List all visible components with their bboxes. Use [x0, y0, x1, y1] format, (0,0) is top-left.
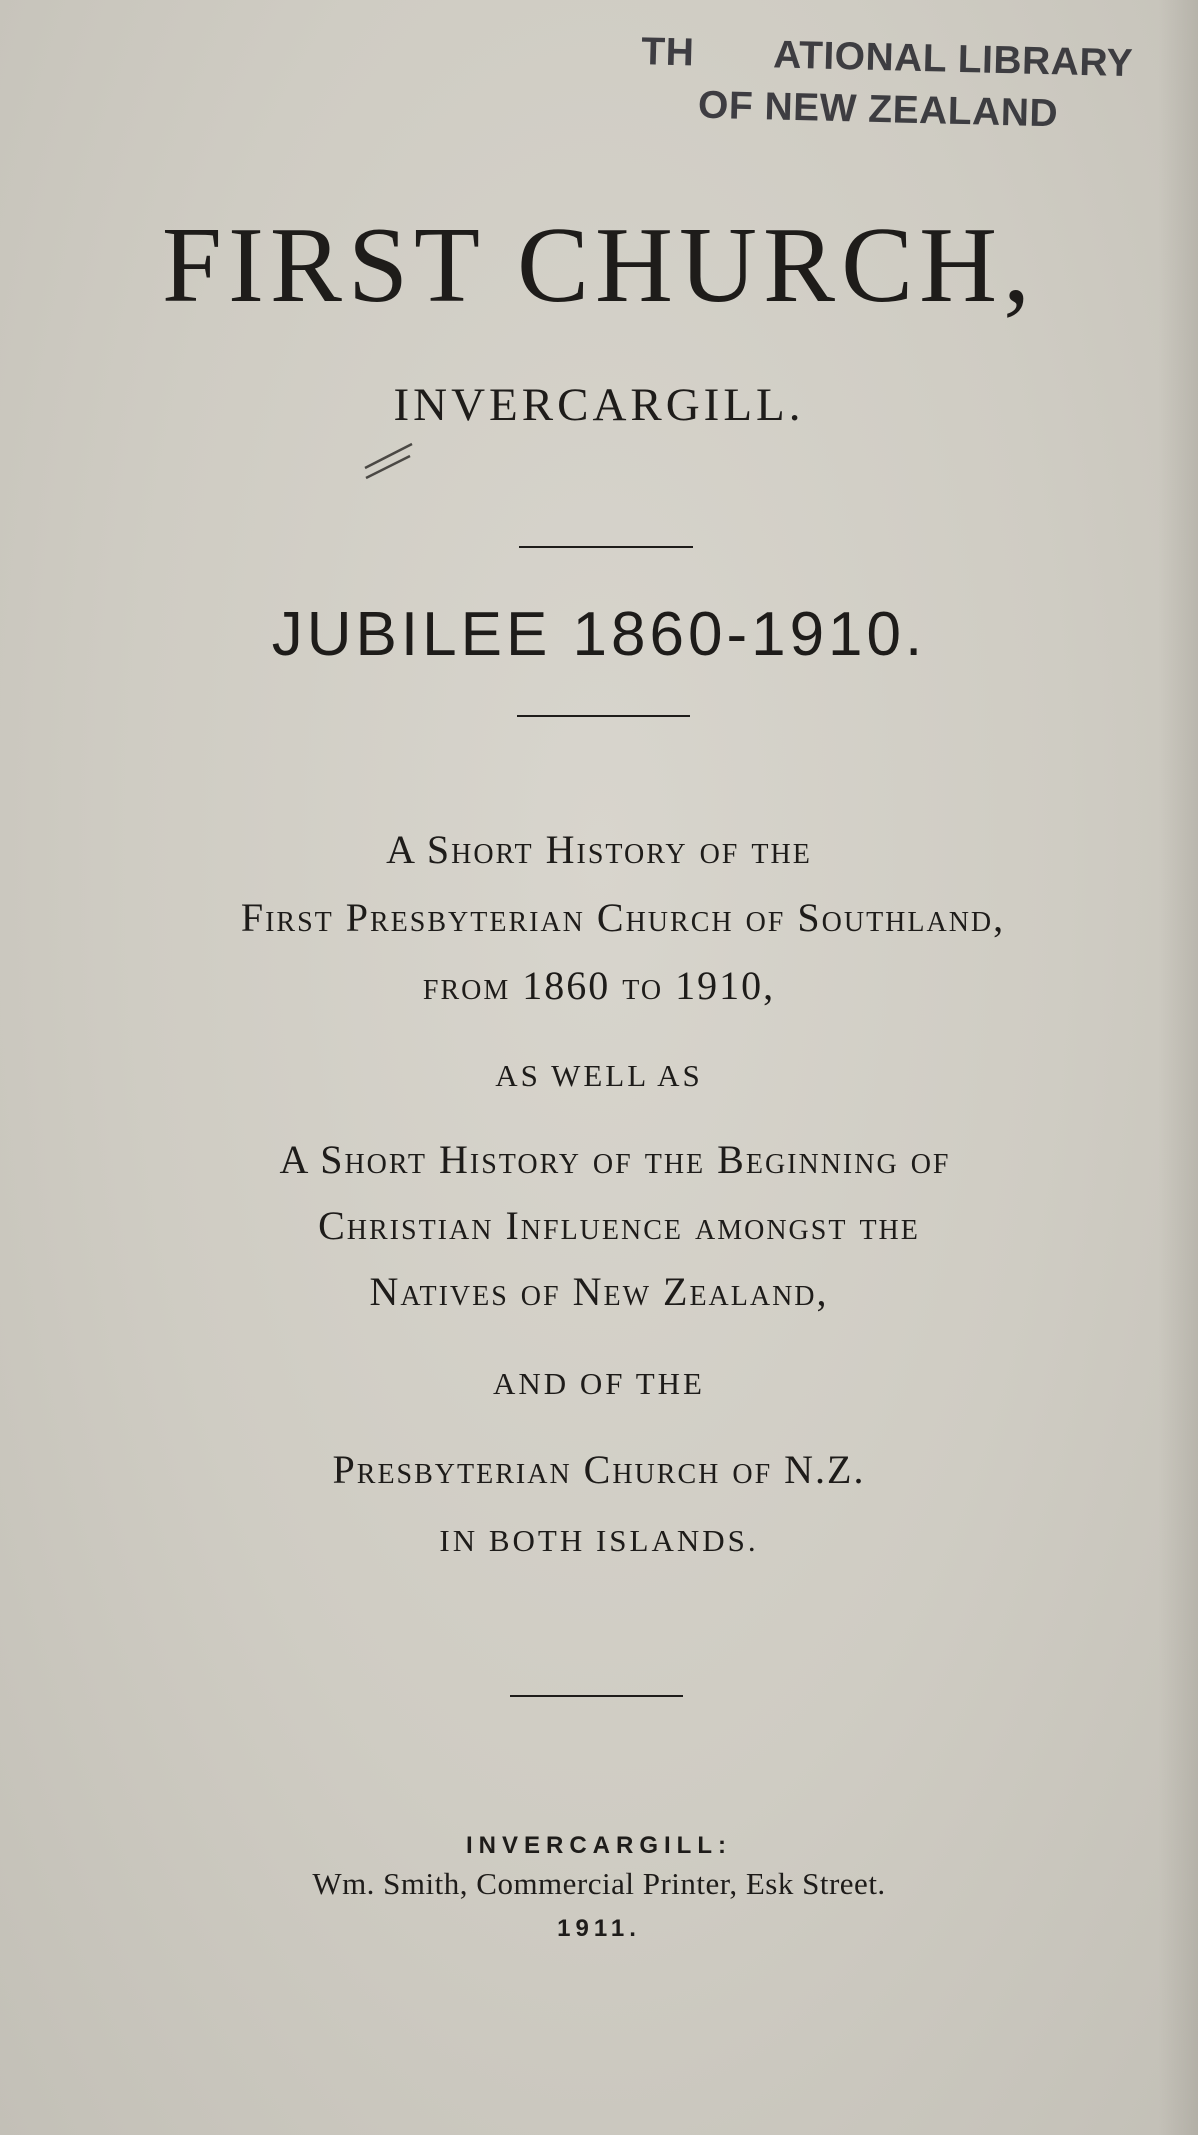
book-subtitle: INVERCARGILL. [393, 379, 805, 431]
description-line-5: A Short History of the Beginning of [279, 1137, 951, 1182]
description-line-9: Presbyterian Church of N.Z. [332, 1447, 866, 1492]
divider-rule-1 [519, 546, 693, 548]
imprint-year: 1911. [557, 1915, 641, 1942]
pencil-mark-icon [360, 440, 420, 480]
description-line-7: Natives of New Zealand, [369, 1269, 829, 1314]
stamp-line-1: TH ATIONAL LIBRARY [640, 30, 1134, 86]
description-line-4: AS WELL AS [495, 1058, 703, 1093]
divider-rule-2 [517, 715, 690, 717]
book-title: FIRST CHURCH, [161, 206, 1037, 325]
description-line-6: Christian Influence amongst the [318, 1203, 920, 1248]
jubilee-heading: JUBILEE 1860-1910. [271, 600, 927, 669]
library-stamp [620, 22, 1140, 136]
imprint-place: INVERCARGILL: [466, 1832, 732, 1859]
description-line-2: First Presbyterian Church of Southland, [240, 895, 1006, 940]
description-line-8: AND OF THE [493, 1366, 705, 1401]
imprint-printer: Wm. Smith, Commercial Printer, Esk Street. [312, 1866, 886, 1901]
description-line-1: A Short History of the [386, 827, 812, 872]
divider-rule-3 [510, 1695, 683, 1697]
stamp-line-2: OF NEW ZEALAND [697, 83, 1059, 136]
description-line-3: from 1860 to 1910, [422, 963, 776, 1008]
description-line-10: IN BOTH ISLANDS. [439, 1523, 759, 1558]
